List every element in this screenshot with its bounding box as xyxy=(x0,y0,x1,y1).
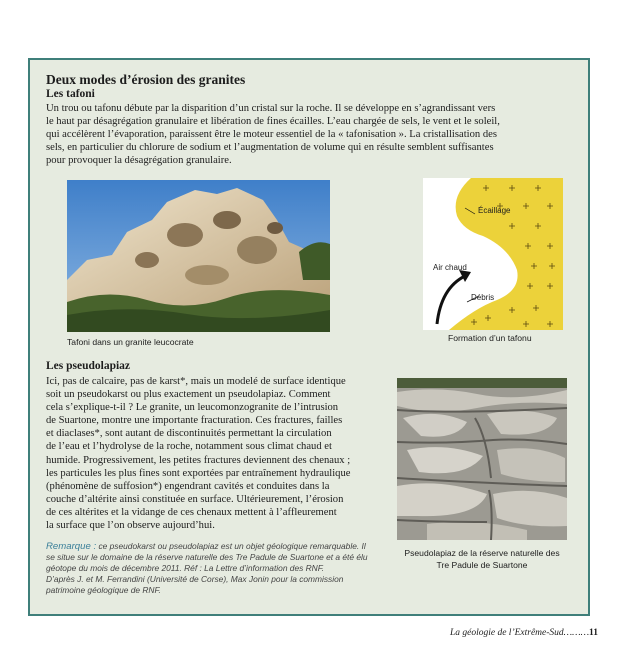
tafonu-diagram xyxy=(423,178,563,330)
tafoni-photo-caption: Tafoni dans un granite leucocrate xyxy=(67,337,194,347)
label-ecaillage: Écaillage xyxy=(478,206,511,215)
pseudolapiaz-caption-line: Tre Padule de Suartone xyxy=(436,560,528,570)
tafoni-line: qui accélèrent l’évaporation, paraissent être le moteur essentiel de la « tafonisation ». La cristallisation des xyxy=(46,129,497,140)
pseudolapiaz-heading: Les pseudolapiaz xyxy=(46,360,131,372)
pseudo-line: de ces altérites et la vidange de ces chenaux mettent à l’affleurement xyxy=(46,506,337,518)
remark-note xyxy=(46,541,386,596)
tafoni-photo xyxy=(67,180,330,332)
pseudo-line: Ici, pas de calcaire, pas de karst*, mais un modelé de surface identique xyxy=(46,376,346,387)
pseudolapiaz-photo xyxy=(397,378,567,540)
footer-title: La géologie de l’Extrême-Sud……… xyxy=(449,628,590,638)
remark-line: géotope du mois de décembre 2011. Réf : La Lettre d’information des RNF. xyxy=(46,563,325,573)
page-number: 11 xyxy=(589,628,598,638)
label-debris: Débris xyxy=(471,293,495,302)
tafoni-line: pour provoquer la désagrégation granulaire. xyxy=(46,155,232,166)
tafoni-line: Un trou ou tafonu débute par la disparition d’un cristal sur la roche. Il se développe en s’agrandissant vers xyxy=(46,103,496,114)
pseudo-line: les particules les plus fines sont exportées par entraînement hydraulique xyxy=(46,467,351,479)
remark-line: patrimoine géologique de RNF. xyxy=(46,585,161,595)
pseudo-line: de Suartone, montre une importante fracturation. Ces fractures, failles xyxy=(46,415,343,427)
diagram-caption: Formation d’un tafonu xyxy=(448,333,532,343)
pseudolapiaz-caption xyxy=(390,547,574,571)
remark-line: D’après J. et M. Ferrandini (Université de Corse), Max Jonin pour la commission xyxy=(46,574,344,584)
label-air-chaud: Air chaud xyxy=(433,263,467,272)
pseudolapiaz-caption-line: Pseudolapiaz de la réserve naturelle des xyxy=(404,548,560,558)
info-box xyxy=(28,58,590,616)
page-footer xyxy=(450,628,598,638)
remark-line: se situe sur le domaine de la réserve naturelle des Tre Padule de Suartone et a été élu xyxy=(46,552,368,562)
section-title: Deux modes d’érosion des granites xyxy=(46,72,246,87)
remark-lead: Remarque : xyxy=(46,541,97,552)
pseudo-line: et diaclases*, sont autant de discontinuités permettant la circulation xyxy=(46,428,332,440)
pseudolapiaz-paragraph xyxy=(46,375,386,532)
pseudo-line: soit un pseudokarst ou plus exactement un pseudolapiaz. Comment xyxy=(46,389,331,401)
pseudo-line: de l’eau et l’hydrolyse de la roche, notamment sous climat chaud et xyxy=(46,441,332,453)
tafoni-line: le haut par désagrégation granulaire et libération de fines écailles. L’eau chargée de sels, le vent et le soleil, xyxy=(46,116,500,127)
pseudo-line: la surface que l’on observe aujourd’hui. xyxy=(46,520,215,532)
remark-line: ce pseudokarst ou pseudolapiaz est un objet géologique remarquable. Il xyxy=(96,541,366,551)
pseudo-line: (phénomène de suffosion*) engendrant cavités et conduites dans la xyxy=(46,480,330,492)
pseudo-line: cela s’explique-t-il ? Le granite, un leucomonzogranite de l’intrusion xyxy=(46,402,339,414)
pseudo-line: couche d’altérite ainsi constituée en surface. Ultérieurement, l’érosion xyxy=(46,493,344,505)
tafoni-line: sels, en particulier du chlorure de sodium et l’augmentation de volume qui en résulte semblent suffisantes xyxy=(46,142,494,153)
tafoni-paragraph xyxy=(46,102,580,167)
pseudo-line: humide. Progressivement, les petites fractures deviennent des chenaux ; xyxy=(46,454,351,466)
tafoni-heading: Les tafoni xyxy=(46,88,95,100)
